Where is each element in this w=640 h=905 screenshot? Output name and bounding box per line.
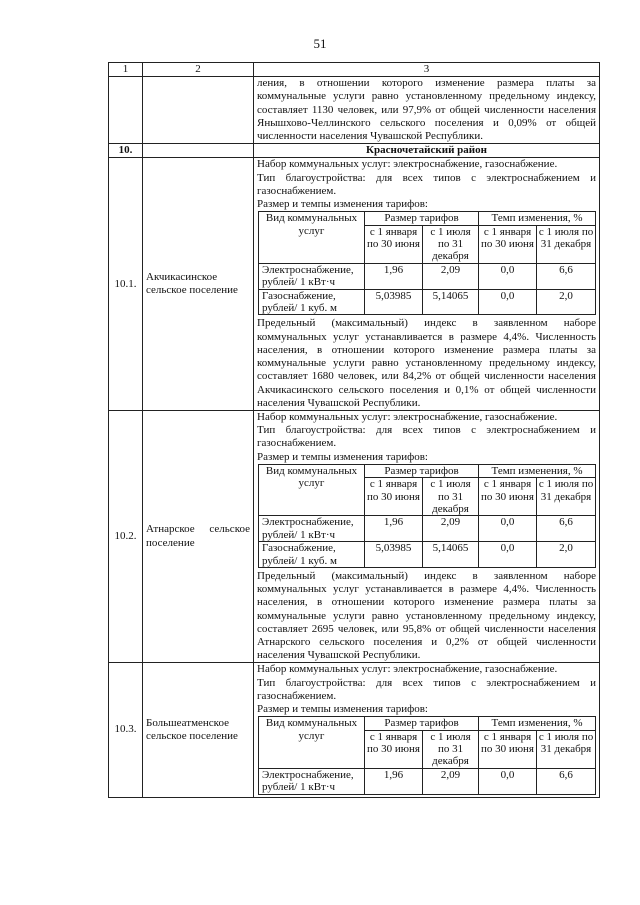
conclusion-text: Предельный (максимальный) индекс в заявленном наборе коммунальных услуг устанавливается в размере 4,4%. Численность населения, в отношении которого изменение размера платы за коммунальные услуги равно установленному предельному индексу, составляет 1680 человек, или 84,2% от общей численности населения Акчикасинского сельского поселения и 0,1% от общей численности населения Чувашской Республики. xyxy=(257,317,596,409)
service-header: Вид коммунальных услуг xyxy=(259,464,365,516)
page-number: 51 xyxy=(313,36,327,51)
header-col-1: 1 xyxy=(109,63,143,77)
settlement-number: 10.3. xyxy=(109,663,143,797)
service-name: Электроснабжение, рублей/ 1 кВт·ч xyxy=(259,768,365,794)
services-line: Набор коммунальных услуг: электроснабжение, газоснабжение. xyxy=(257,158,558,171)
tariff-row xyxy=(259,768,596,794)
tariff-row xyxy=(259,289,596,315)
improvement-line: Тип благоустройства: для всех типов с электроснабжением и газоснабжением. xyxy=(257,676,596,702)
rate-header: Темп изменения, % xyxy=(479,212,596,225)
settlement-row xyxy=(109,410,600,662)
header-col-2: 2 xyxy=(143,63,254,77)
period-h1: с 1 января по 30 июня xyxy=(365,225,423,263)
size-header: Размер тарифов xyxy=(365,464,479,477)
size-header: Размер тарифов xyxy=(365,717,479,730)
tariff-size-h2: 2,09 xyxy=(423,768,479,794)
header-row xyxy=(109,63,600,77)
conclusion-text: Предельный (максимальный) индекс в заявленном наборе коммунальных услуг устанавливается в размере 4,4%. Численность населения, в отношении которого изменение размера платы за коммунальные услуги равно установленному предельному индексу, составляет 2695 человек, или 95,8% от общей численности населения Атнарского сельского поселения и 0,2% от общей численности населения Чувашской Республики. xyxy=(257,569,596,662)
tariff-rate-h2: 2,0 xyxy=(537,542,596,568)
tariff-rate-h1: 0,0 xyxy=(479,516,537,542)
tariff-rate-h1: 0,0 xyxy=(479,263,537,289)
tariff-size-h2: 5,14065 xyxy=(423,542,479,568)
settlement-details xyxy=(254,663,600,797)
settlement-name: Атнарское сельское поселение xyxy=(143,410,254,662)
size-header: Размер тарифов xyxy=(365,212,479,225)
settlement-details xyxy=(254,410,600,662)
period-h1: с 1 января по 30 июня xyxy=(479,478,537,516)
improvement-line: Тип благоустройства: для всех типов с электроснабжением и газоснабжением. xyxy=(257,424,596,450)
service-name: Электроснабжение, рублей/ 1 кВт·ч xyxy=(259,516,365,542)
header-col-3: 3 xyxy=(254,63,600,77)
settlement-name: Большеатменское сельское поселение xyxy=(143,663,254,797)
tariff-size-h1: 5,03985 xyxy=(365,289,423,315)
settlement-row xyxy=(109,663,600,797)
period-h2: с 1 июля по 31 декабря xyxy=(537,730,596,768)
service-header: Вид коммунальных услуг xyxy=(259,717,365,769)
tariffs-line: Размер и темпы изменения тарифов: xyxy=(257,703,428,715)
tariff-rate-h2: 6,6 xyxy=(537,516,596,542)
period-h1: с 1 января по 30 июня xyxy=(365,478,423,516)
settlement-number: 10.2. xyxy=(109,410,143,662)
period-h1: с 1 января по 30 июня xyxy=(479,225,537,263)
tariff-rate-h1: 0,0 xyxy=(479,542,537,568)
tariff-rate-h2: 6,6 xyxy=(537,263,596,289)
service-name: Газоснабжение, рублей/ 1 куб. м xyxy=(259,289,365,315)
tariff-rate-h1: 0,0 xyxy=(479,768,537,794)
tariff-rate-h2: 2,0 xyxy=(537,289,596,315)
period-h2: с 1 июля по 31 декабря xyxy=(423,730,479,768)
improvement-line: Тип благоустройства: для всех типов с электроснабжением и газоснабжением. xyxy=(257,171,596,197)
tariff-size-h1: 1,96 xyxy=(365,516,423,542)
district-name: Красночетайский район xyxy=(254,144,600,158)
tariff-table xyxy=(258,464,596,568)
tariff-size-h2: 2,09 xyxy=(423,263,479,289)
period-h2: с 1 июля по 31 декабря xyxy=(537,478,596,516)
tariff-table xyxy=(258,716,596,794)
tariff-row xyxy=(259,263,596,289)
main-table xyxy=(108,62,600,798)
period-h1: с 1 января по 30 июня xyxy=(479,730,537,768)
rate-header: Темп изменения, % xyxy=(479,464,596,477)
continuation-text: ления, в отношении которого изменение размера платы за коммунальные услуги равно установленному предельному индексу, составляет 1130 человек, или 97,9% от общей численности населения Янышхово-Челлинского сельского поселения и 0,09% от общей численности населения Чувашской Республики. xyxy=(254,77,600,144)
tariff-size-h2: 5,14065 xyxy=(423,289,479,315)
settlement-name: Акчикасинское сельское поселение xyxy=(143,158,254,410)
tariff-size-h1: 5,03985 xyxy=(365,542,423,568)
tariff-row xyxy=(259,542,596,568)
period-h2: с 1 июля по 31 декабря xyxy=(537,225,596,263)
settlement-row xyxy=(109,158,600,410)
tariff-table xyxy=(258,211,596,315)
period-h1: с 1 января по 30 июня xyxy=(365,730,423,768)
tariff-size-h2: 2,09 xyxy=(423,516,479,542)
tariff-row xyxy=(259,516,596,542)
period-h2: с 1 июля по 31 декабря xyxy=(423,478,479,516)
tariff-size-h1: 1,96 xyxy=(365,263,423,289)
services-line: Набор коммунальных услуг: электроснабжение, газоснабжение. xyxy=(257,663,558,676)
settlement-number: 10.1. xyxy=(109,158,143,410)
tariffs-line: Размер и темпы изменения тарифов: xyxy=(257,198,428,211)
tariff-rate-h1: 0,0 xyxy=(479,289,537,315)
district-number: 10. xyxy=(109,144,143,158)
services-line: Набор коммунальных услуг: электроснабжение, газоснабжение. xyxy=(257,410,558,423)
period-h2: с 1 июля по 31 декабря xyxy=(423,225,479,263)
tariff-header-row xyxy=(259,464,596,477)
service-header: Вид коммунальных услуг xyxy=(259,212,365,264)
tariff-size-h1: 1,96 xyxy=(365,768,423,794)
tariff-header-row xyxy=(259,717,596,730)
continuation-row xyxy=(109,77,600,144)
district-row xyxy=(109,144,600,158)
tariff-rate-h2: 6,6 xyxy=(537,768,596,794)
settlement-details xyxy=(254,158,600,410)
tariffs-line: Размер и темпы изменения тарифов: xyxy=(257,450,428,463)
rate-header: Темп изменения, % xyxy=(479,717,596,730)
service-name: Электроснабжение, рублей/ 1 кВт·ч xyxy=(259,263,365,289)
service-name: Газоснабжение, рублей/ 1 куб. м xyxy=(259,542,365,568)
tariff-header-row xyxy=(259,212,596,225)
